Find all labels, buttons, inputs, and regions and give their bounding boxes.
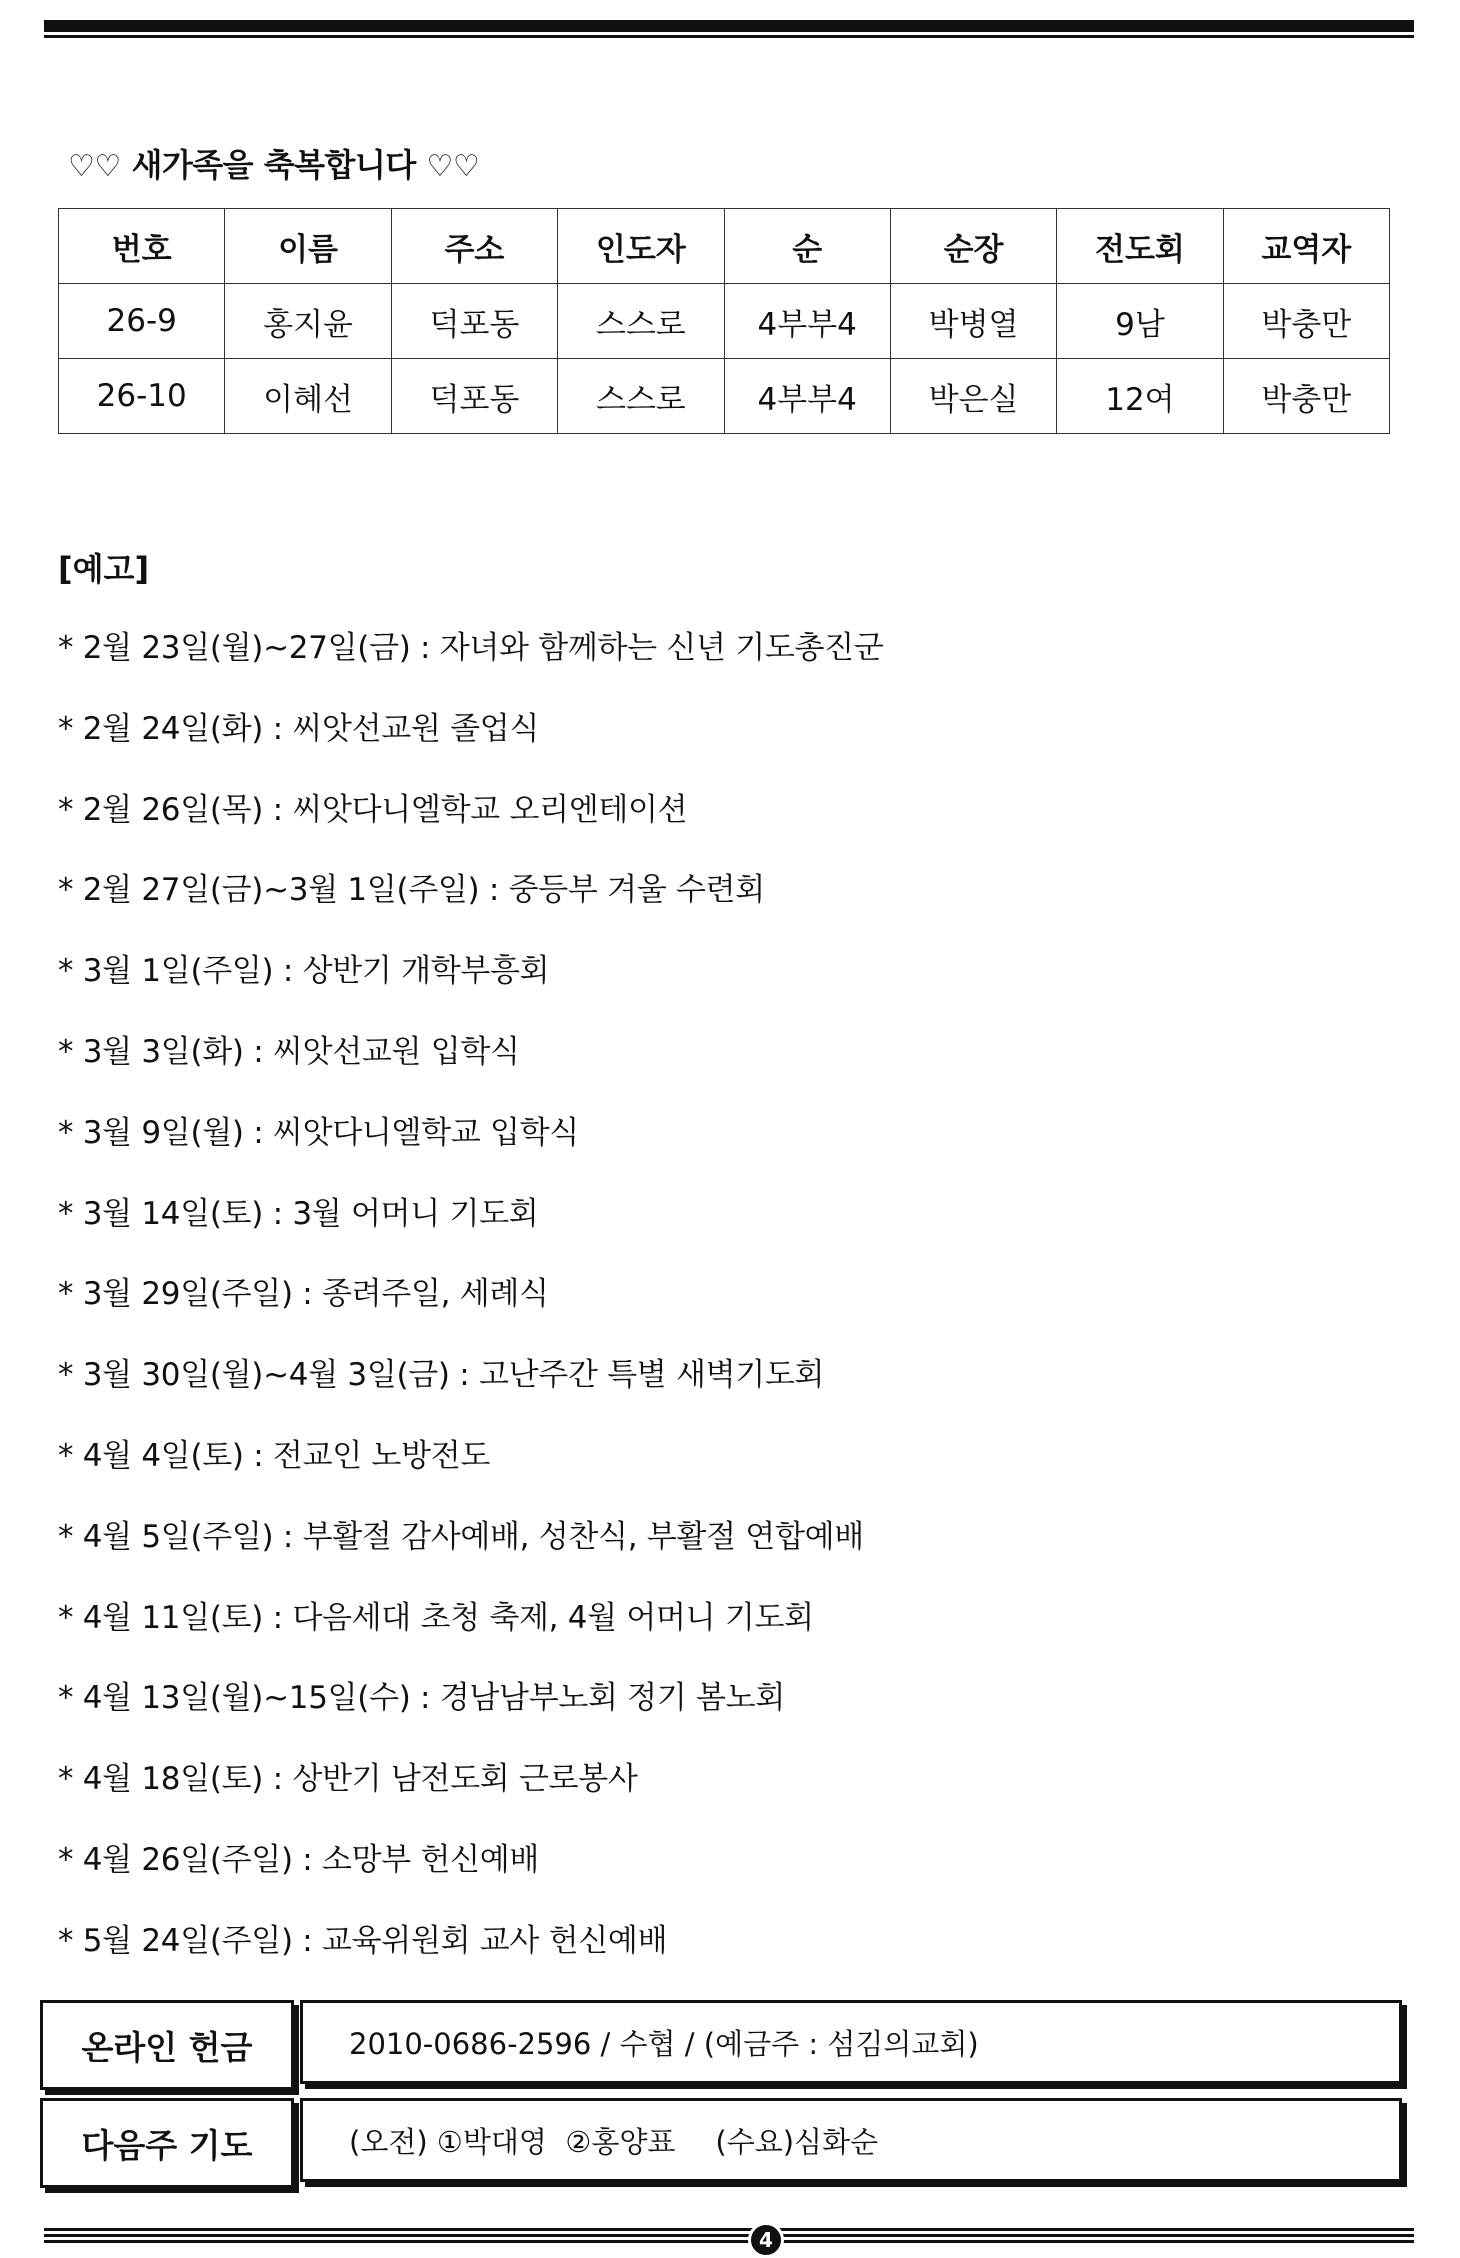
heart-icon: ♡♡ (426, 149, 480, 184)
list-item: * 4월 13일(월)~15일(수) : 경남남부노회 정기 봄노회 (58, 1680, 785, 1717)
next-week-prayer-row (40, 2098, 1410, 2188)
morning-prayer: (오전) ①박대영 ②홍양표 (349, 2124, 676, 2159)
table-cell: 박충만 (1223, 284, 1389, 359)
heart-icon: ♡♡ (68, 149, 121, 184)
list-item: * 2월 23일(월)~27일(금) : 자녀와 함께하는 신년 기도총진군 (58, 630, 884, 666)
table-cell: 26-9 (59, 284, 225, 359)
wednesday-prayer: (수요)심화순 (715, 2124, 879, 2159)
list-item: * 4월 18일(토) : 상반기 남전도회 근로봉사 (58, 1761, 638, 1798)
page-number-badge: 4 (748, 2222, 784, 2258)
table-cell: 박은실 (890, 359, 1056, 434)
column-header: 인도자 (558, 209, 724, 284)
column-header: 이름 (225, 209, 391, 284)
column-header: 교역자 (1223, 209, 1389, 284)
table-row (59, 284, 1390, 359)
list-item: * 3월 30일(월)~4월 3일(금) : 고난주간 특별 새벽기도회 (58, 1357, 825, 1394)
column-header: 전도회 (1057, 209, 1223, 284)
notice-heading: [예고] (58, 550, 150, 588)
table-cell: 덕포동 (391, 284, 557, 359)
table-cell: 덕포동 (391, 359, 557, 434)
table-cell: 박충만 (1223, 359, 1389, 434)
notice-list (58, 618, 883, 1992)
table-cell: 스스로 (558, 284, 724, 359)
list-item: * 3월 9일(월) : 씨앗다니엘학교 입학식 (58, 1114, 579, 1151)
column-header: 주소 (391, 209, 557, 284)
table-row (59, 359, 1390, 434)
list-item: * 5월 24일(주일) : 교육위원회 교사 헌신예배 (58, 1922, 668, 1959)
list-item: * 3월 3일(화) : 씨앗선교원 입학식 (58, 1033, 520, 1070)
next-week-prayer-content (300, 2098, 1402, 2182)
list-item: * 4월 5일(주일) : 부활절 감사예배, 성찬식, 부활절 연합예배 (58, 1518, 864, 1555)
bottom-rule (44, 2228, 1414, 2231)
online-offering-row (40, 2000, 1410, 2090)
table-cell: 이혜선 (225, 359, 391, 434)
table-cell: 홍지윤 (225, 284, 391, 359)
list-item: * 3월 29일(주일) : 종려주일, 세례식 (58, 1276, 549, 1313)
list-item: * 4월 26일(주일) : 소망부 헌신예배 (58, 1841, 540, 1878)
table-header-row (59, 209, 1390, 284)
bottom-rule (44, 2240, 1414, 2243)
list-item: * 2월 27일(금)~3월 1일(주일) : 중등부 겨울 수련회 (58, 872, 765, 909)
table-cell: 4부부4 (724, 284, 890, 359)
list-item: * 2월 24일(화) : 씨앗선교원 졸업식 (58, 710, 540, 747)
top-thin-rule (44, 35, 1414, 38)
column-header: 순장 (890, 209, 1056, 284)
table-cell: 26-10 (59, 359, 225, 434)
next-week-prayer-label: 다음주 기도 (40, 2098, 294, 2188)
new-family-title-text: 새가족을 축복합니다 (131, 146, 416, 184)
column-header: 순 (724, 209, 890, 284)
table-cell: 9남 (1057, 284, 1223, 359)
table-cell: 12여 (1057, 359, 1223, 434)
new-family-title (68, 140, 479, 186)
list-item: * 4월 11일(토) : 다음세대 초청 축제, 4월 어머니 기도회 (58, 1599, 814, 1636)
table-cell: 스스로 (558, 359, 724, 434)
list-item: * 2월 26일(목) : 씨앗다니엘학교 오리엔테이션 (58, 791, 688, 828)
online-offering-label: 온라인 헌금 (40, 2000, 294, 2090)
list-item: * 4월 4일(토) : 전교인 노방전도 (58, 1437, 491, 1474)
table-cell: 박병열 (890, 284, 1056, 359)
online-offering-account: 2010-0686-2596 / 수협 / (예금주 : 섬김의교회) (300, 2000, 1402, 2084)
bottom-rule (44, 2234, 1414, 2237)
table-cell: 4부부4 (724, 359, 890, 434)
list-item: * 3월 1일(주일) : 상반기 개학부흥회 (58, 953, 550, 990)
new-family-table (58, 208, 1390, 434)
top-thick-rule (44, 20, 1414, 32)
list-item: * 3월 14일(토) : 3월 어머니 기도회 (58, 1195, 539, 1232)
column-header: 번호 (59, 209, 225, 284)
